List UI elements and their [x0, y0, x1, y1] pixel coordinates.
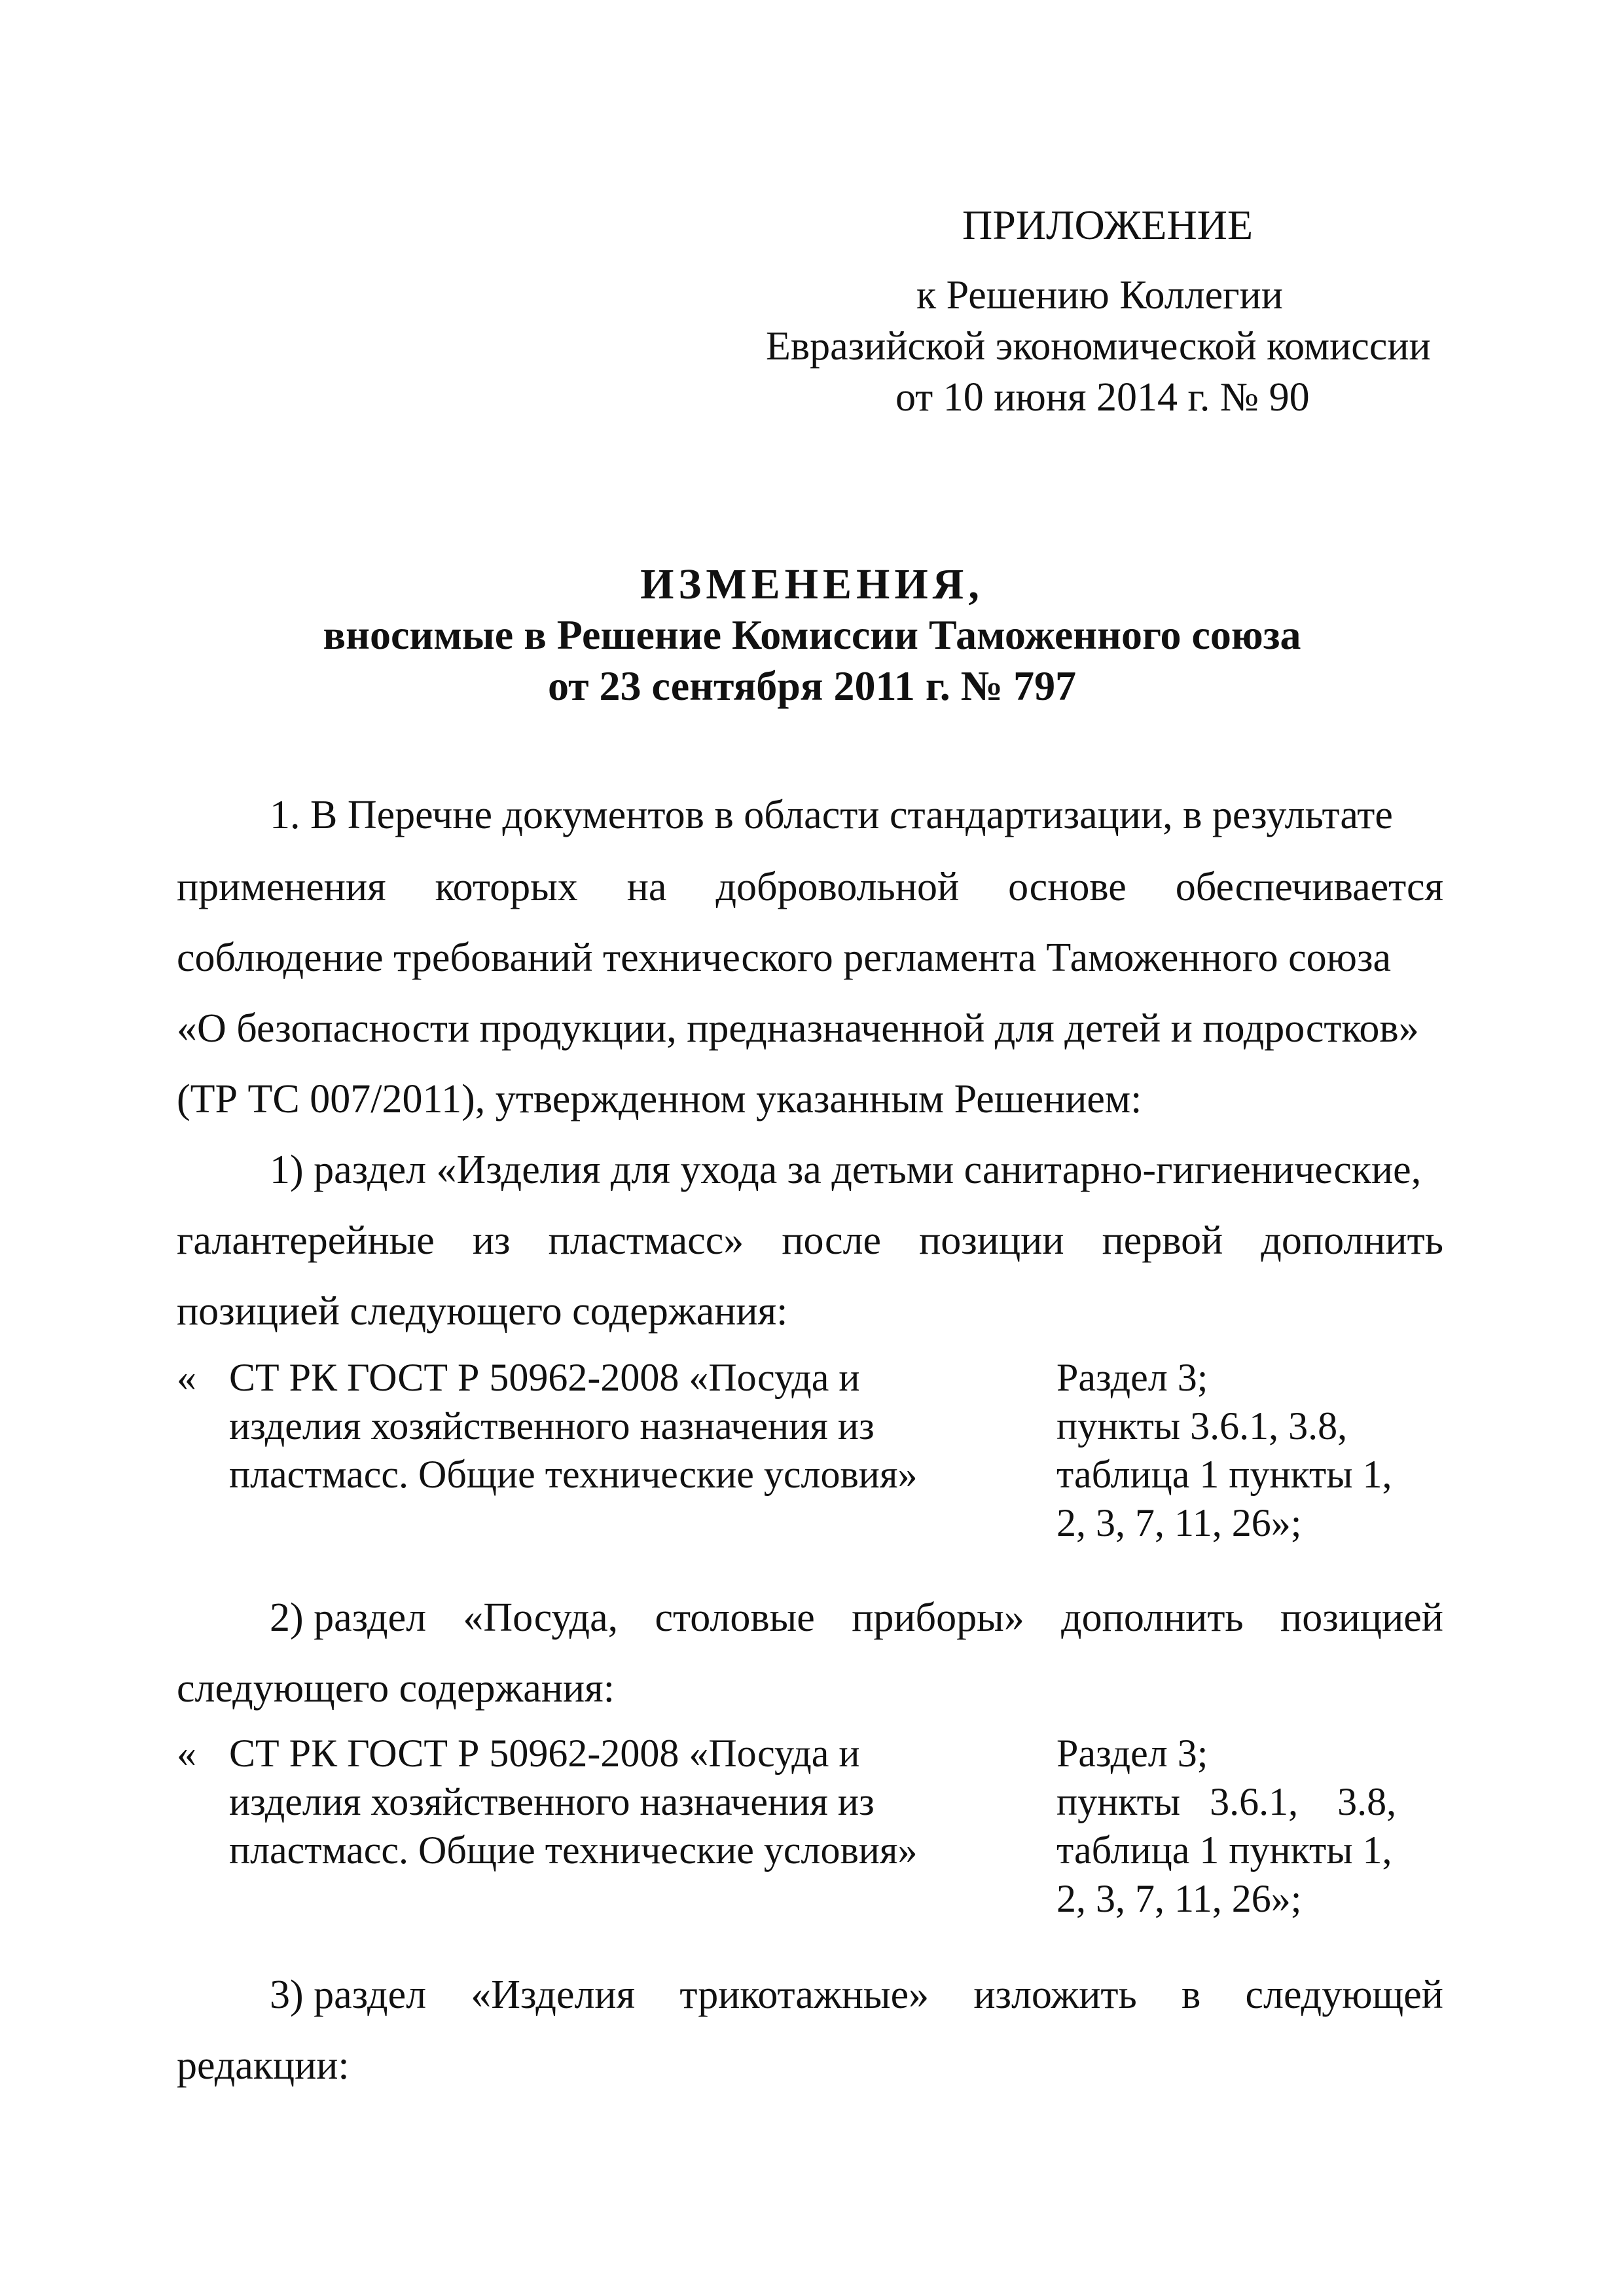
heading-title: ИЗМЕНЕНИЯ,	[640, 560, 984, 608]
para1-line-4: «О безопасности продукции, предназначенной для детей и подростков»	[177, 1006, 1419, 1051]
item1-word: галантерейные	[177, 1218, 435, 1263]
para1-word: добровольной	[715, 865, 960, 909]
item1-line-1: 1) раздел «Изделия для ухода за детьми санитарно-гигиенические,	[270, 1148, 1422, 1192]
item2-word: столовые	[655, 1595, 815, 1640]
item1-standard-line-1: СТ РК ГОСТ Р 50962-2008 «Посуда и	[229, 1356, 860, 1399]
heading-subtitle-1: вносимые в Решение Комиссии Таможенного союза	[323, 611, 1301, 658]
item2-standard-line-2: изделия хозяйственного назначения из	[229, 1780, 875, 1823]
item1-section-line-3: таблица 1 пункты 1,	[1056, 1453, 1392, 1496]
item1-word: первой	[1102, 1218, 1223, 1263]
item3-word: трикотажные»	[679, 1973, 929, 2017]
item2-word: 2) раздел	[270, 1595, 427, 1640]
item2-section-line-1: Раздел 3;	[1056, 1732, 1208, 1775]
para1-word: которых	[435, 865, 578, 909]
item2-section-line-2: пункты 3.6.1, 3.8,	[1056, 1780, 1397, 1823]
appendix-line-2: Евразийской экономической комиссии	[766, 324, 1431, 369]
item1-word: после	[782, 1218, 882, 1263]
item1-quote-mark: «	[177, 1356, 196, 1399]
para1-word: на	[626, 865, 667, 909]
para1-line-1: 1. В Перечне документов в области стандартизации, в результате	[270, 793, 1393, 837]
item2-quote-mark: «	[177, 1732, 196, 1775]
item1-word: дополнить	[1261, 1218, 1443, 1263]
appendix-title: ПРИЛОЖЕНИЕ	[962, 202, 1254, 248]
item2-line-2: следующего содержания:	[177, 1666, 615, 1711]
item3-word: в	[1181, 1973, 1201, 2017]
item1-word: позиции	[919, 1218, 1064, 1263]
item3-line-2: редакции:	[177, 2043, 350, 2088]
item1-line-3: позицией следующего содержания:	[177, 1289, 788, 1334]
item2-standard-line-3: пластмасс. Общие технические условия»	[229, 1829, 918, 1872]
item3-word: изложить	[973, 1973, 1137, 2017]
item2-word: приборы»	[852, 1595, 1024, 1640]
item1-section-line-1: Раздел 3;	[1056, 1356, 1208, 1399]
para1-word: обеспечивается	[1175, 865, 1443, 909]
item2-section-line-3: таблица 1 пункты 1,	[1056, 1829, 1392, 1872]
para1-word: основе	[1008, 865, 1127, 909]
appendix-line-1: к Решению Коллегии	[916, 273, 1283, 318]
item3-word: 3) раздел	[270, 1973, 427, 2017]
appendix-line-3: от 10 июня 2014 г. № 90	[895, 375, 1310, 420]
para1-line-3: соблюдение требований технического регламента Таможенного союза	[177, 936, 1392, 980]
item1-line-2	[177, 1220, 1443, 1267]
item1-word: пластмасс»	[548, 1218, 744, 1263]
item3-line-1	[270, 1975, 1443, 2022]
item2-section-line-4: 2, 3, 7, 11, 26»;	[1056, 1877, 1302, 1920]
para1-word: применения	[177, 865, 386, 909]
item2-word: «Посуда,	[463, 1595, 619, 1640]
item1-word: из	[472, 1218, 511, 1263]
item2-line-1	[270, 1597, 1443, 1645]
heading-subtitle-2: от 23 сентября 2011 г. № 797	[547, 663, 1077, 709]
item1-section-line-2: пункты 3.6.1, 3.8,	[1056, 1404, 1348, 1448]
item3-word: «Изделия	[471, 1973, 636, 2017]
item1-section-line-4: 2, 3, 7, 11, 26»;	[1056, 1501, 1302, 1544]
para1-line-5: (ТР ТС 007/2011), утвержденном указанным Решением:	[177, 1077, 1142, 1121]
item1-standard-line-3: пластмасс. Общие технические условия»	[229, 1453, 918, 1496]
item1-standard-line-2: изделия хозяйственного назначения из	[229, 1404, 875, 1448]
item2-word: дополнить	[1061, 1595, 1244, 1640]
item2-standard-line-1: СТ РК ГОСТ Р 50962-2008 «Посуда и	[229, 1732, 860, 1775]
item3-word: следующей	[1245, 1973, 1443, 2017]
item2-word: позицией	[1280, 1595, 1443, 1640]
para1-line-2	[177, 867, 1443, 914]
